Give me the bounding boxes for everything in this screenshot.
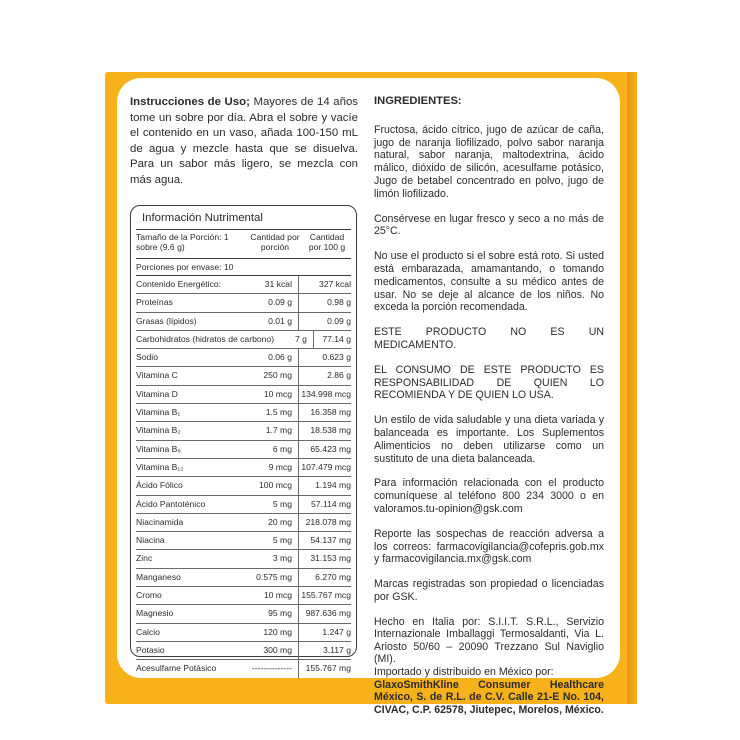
nutrient-name: Contenido Energético: (136, 279, 222, 289)
nutrient-name: Vitamina B₁ (136, 407, 181, 418)
nutrient-per-100g: 107.479 mcg (301, 461, 351, 472)
nutrient-name: Potasio (136, 644, 165, 655)
nutrient-per-100g: 31.153 mg (310, 553, 351, 564)
nutrition-row (136, 514, 351, 532)
nutrition-row (136, 532, 351, 550)
nutrient-name: Manganeso (136, 571, 181, 582)
nutrient-per-portion: 10 mcg (246, 386, 299, 403)
contact-info-text: Para información relacionada con el producto comuníquese al teléfono 800 234 3000 o en valoramos.tu-opinion@gsk.com (374, 477, 604, 515)
nutrition-row (136, 367, 351, 385)
nutrient-name: Zinc (136, 553, 153, 564)
nutrient-per-portion: 1.7 mg (246, 422, 299, 439)
nutrient-per-100g: 1.194 mg (315, 480, 351, 491)
nutrient-per-portion: 0.01 g (246, 313, 299, 330)
nutrient-name: Magnesio (136, 608, 174, 619)
nutrient-name: Niacina (136, 535, 165, 546)
nutrient-per-portion: 3 mg (246, 550, 299, 567)
nutrient-per-100g: 54.137 mg (310, 535, 351, 546)
nutrition-row (136, 477, 351, 495)
nutrient-per-portion: 0.09 g (246, 294, 299, 311)
nutrition-row (136, 349, 351, 367)
nutrition-row (136, 459, 351, 477)
nutrient-per-portion: 9 mcg (246, 459, 299, 476)
nutrient-per-portion: 100 mcg (246, 477, 299, 494)
nutrient-per-portion: 0.06 g (246, 349, 299, 366)
nutrient-per-portion: 20 mg (246, 514, 299, 531)
nutrient-name: Acesulfame Potásico (136, 663, 217, 674)
nutrient-per-portion: 6 mg (246, 441, 299, 458)
nutrition-row (136, 404, 351, 422)
nutrition-row (136, 569, 351, 587)
nutrient-per-portion: 95 mg (246, 605, 299, 622)
nutrient-per-100g: 0.98 g (327, 297, 351, 308)
nutrient-name: Carbohidratos (hidratos de carbono) (136, 333, 275, 344)
nutrition-title: Información Nutrimental (136, 206, 351, 230)
nutrition-row (136, 624, 351, 642)
ingredients-heading: INGREDIENTES: (374, 95, 462, 107)
adverse-report-text: Reporte las sospechas de reacción adversa a los correos: farmacovigilancia@cofepris.gob.mx y farmacovigilancia.mx@gsk.com (374, 527, 604, 566)
warning-text: No use el producto si el sobre está roto. Si usted está embarazada, amamantando, o tomando medicamentos, consulte a su médico antes de usar. No se deje al alcance de los niños. No exceda la porción recomendada. (374, 250, 604, 314)
nutrition-table (130, 205, 357, 674)
nutrient-per-100g: 57.114 mg (311, 498, 351, 509)
nutrient-per-100g: 987.636 mg (305, 608, 351, 619)
nutrient-name: Vitamina B₁₂ (136, 461, 184, 472)
nutrient-name: Proteínas (136, 297, 173, 308)
nutrient-per-100g: 0.623 g (322, 352, 351, 363)
ingredients-column (374, 95, 604, 716)
nutrient-name: Ácido Fólico (136, 480, 183, 491)
nutrient-per-100g: 77.14 g (322, 333, 351, 344)
nutrition-rows (131, 276, 356, 678)
nutrient-name: Sodio (136, 352, 158, 363)
serving-size-header: Tamaño de la Porción: 1 sobre (9.6 g) (136, 232, 229, 252)
nutrition-row (136, 441, 351, 459)
instructions-label: Instrucciones de Uso; (130, 96, 250, 108)
nutrient-per-portion: -------------- (246, 660, 299, 677)
nutrition-row (136, 605, 351, 623)
nutrient-per-portion: 120 mg (246, 624, 299, 641)
instructions-text: Mayores de 14 años tome un sobre por día. Abra el sobre y vacíe el contenido en un vaso, añada 100-150 mL de agua y mezcle hasta que se disuelva. Para un sabor más ligero, se mezcla con más agua. (130, 96, 358, 186)
ingredients-text: Fructosa, ácido cítrico, jugo de azúcar de caña, jugo de naranja liofilizado, polvo sabor naranja natural, sabor naranja, maltodextrina, ácido málico, dióxido de silicón, acesulfame potásico, Jugo de betabel concentrado en polvo, jugo de limón liofilizado. (374, 123, 604, 200)
per-100g-header: Cantidad por 100 g (308, 232, 346, 252)
storage-text: Consérvese en lugar fresco y seco a no más de 25°C. (374, 212, 604, 238)
nutrition-row (136, 550, 351, 568)
nutrition-row (136, 313, 351, 331)
nutrient-name: Calcio (136, 626, 160, 637)
nutrition-row (136, 660, 351, 677)
nutrition-header (136, 230, 351, 259)
distributor-text: GlaxoSmithKline Consumer Healthcare México, S. de R.L. de C.V. Calle 21-E No. 104, CIVAC, C.P. 62578, Jiutepec, Morelos, México. (374, 678, 604, 716)
nutrition-row (136, 587, 351, 605)
servings-per-container: Porciones por envase: 10 (136, 259, 351, 276)
per-portion-header: Cantidad por porción (250, 232, 300, 252)
nutrition-row (136, 331, 351, 349)
nutrient-per-portion: 10 mcg (246, 587, 299, 604)
nutrient-name: Vitamina C (136, 370, 178, 381)
nutrient-per-100g: 18.538 mg (310, 425, 351, 436)
nutrient-per-100g: 327 kcal (318, 279, 351, 289)
nutrient-per-100g: 3.117 g (322, 644, 351, 655)
nutrient-per-portion: 5 mg (246, 532, 299, 549)
nutrient-per-portion: 31 kcal (246, 276, 299, 293)
nutrient-per-portion: 7 g (274, 331, 314, 348)
nutrient-per-100g: 155.767 mcg (301, 590, 351, 601)
nutrient-per-portion: 1.5 mg (246, 404, 299, 421)
nutrient-per-100g: 0.09 g (327, 315, 351, 326)
nutrient-per-100g: 155.767 mg (305, 663, 351, 674)
not-medicine-text: ESTE PRODUCTO NO ES UN MEDICAMENTO. (374, 326, 604, 351)
trademark-text: Marcas registradas son propiedad o licenciadas por GSK. (374, 578, 604, 603)
nutrition-row (136, 386, 351, 404)
nutrient-per-100g: 16.358 mg (310, 407, 351, 418)
nutrient-name: Cromo (136, 590, 162, 601)
nutrient-name: Grasas (lípidos) (136, 315, 197, 326)
nutrient-per-portion: 0.575 mg (246, 569, 299, 586)
nutrient-name: Vitamina D (136, 388, 178, 399)
nutrient-per-100g: 65.423 mg (310, 443, 351, 454)
nutrient-name: Vitamina B₂ (136, 425, 181, 436)
nutrient-name: Niacinamida (136, 516, 184, 527)
manufacturer-block (374, 616, 604, 717)
nutrient-per-100g: 1.247 g (322, 626, 351, 637)
nutrient-name: Vitamina B₆ (136, 443, 181, 454)
nutrient-per-portion: 5 mg (246, 496, 299, 513)
instructions-block (130, 95, 358, 189)
nutrient-per-100g: 134.998 mcg (301, 388, 351, 399)
nutrient-per-100g: 6.270 mg (315, 571, 351, 582)
responsibility-text: EL CONSUMO DE ESTE PRODUCTO ES RESPONSABILIDAD DE QUIEN LO RECOMIENDA Y DE QUIEN LO USA. (374, 363, 604, 402)
nutrient-per-portion: 300 mg (246, 642, 299, 659)
lifestyle-text: Un estilo de vida saludable y una dieta variada y balanceada es importante. Los Suplementos Alimenticios no deben utilizarse como un sustituto de una dieta balanceada. (374, 414, 604, 465)
nutrition-row (136, 422, 351, 440)
nutrient-per-100g: 218.078 mg (305, 516, 351, 527)
nutrient-per-100g: 2.86 g (327, 370, 351, 381)
made-in-text: Hecho en Italia por: S.I.I.T. S.R.L., Servizio Internazionale Imballaggi Termosaldanti, Via L. Ariosto 50/60 – 20090 Trezzano Sul Naviglio (MI). (374, 615, 604, 666)
nutrition-row (136, 276, 351, 294)
nutrient-name: Ácido Pantoténico (136, 498, 206, 509)
package-side-edge (627, 72, 637, 704)
nutrition-row (136, 642, 351, 660)
nutrition-row (136, 496, 351, 514)
nutrient-per-portion: 250 mg (246, 367, 299, 384)
nutrition-row (136, 294, 351, 312)
imported-text: Importado y distribuido en México por: (374, 666, 554, 679)
